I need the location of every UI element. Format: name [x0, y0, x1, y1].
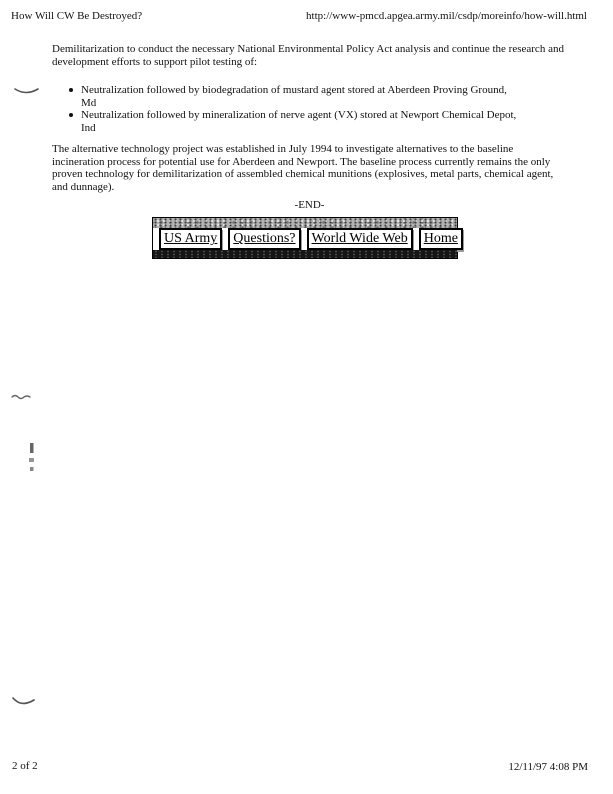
bullet-text: Neutralization followed by mineralization of nerve agent (VX) stored at Newport Chemical Depot, — [81, 109, 517, 121]
end-marker: -END- — [294, 199, 325, 211]
page-header-title: How Will CW Be Destroyed? — [11, 10, 143, 22]
bullet-text-continuation: Ind — [81, 121, 96, 134]
home-link[interactable]: Home — [419, 228, 463, 250]
navigation-bar — [152, 217, 458, 259]
bullet-icon — [69, 113, 73, 117]
paragraph-intro: Demilitarization to conduct the necessary National Environmental Policy Act analysis and continue the research and development efforts to support pilot testing of: — [52, 43, 564, 68]
navbar-texture-top — [153, 218, 457, 228]
page-number: 2 of 2 — [12, 760, 38, 772]
navbar-buttons — [153, 228, 465, 250]
questions-link[interactable]: Questions? — [228, 228, 300, 250]
navbar-shadow-bottom — [153, 250, 457, 258]
world-wide-web-link[interactable]: World Wide Web — [307, 228, 413, 250]
scan-mark-squiggle — [10, 391, 32, 403]
paragraph-alt-tech: The alternative technology project was established in July 1994 to investigate alternatives to the baseline incineration process for potential use for Aberdeen and Newport. The baseline process currently remains the only proven technology for demilitarization of assembled chemical munitions (explosives, metal parts, chemical agent, and dunnage). — [52, 143, 554, 193]
us-army-link[interactable]: US Army — [159, 228, 222, 250]
navbar-button-row — [153, 228, 457, 250]
scan-mark-curl-bottom — [11, 694, 37, 708]
bullet-text-continuation: Md — [81, 96, 97, 109]
document-body — [52, 43, 567, 212]
bullet-text: Neutralization followed by biodegradation of mustard agent stored at Aberdeen Proving Ground, — [81, 84, 507, 96]
scan-mark-specks — [28, 442, 38, 474]
list-item — [52, 84, 567, 109]
page-header-url: http://www-pmcd.apgea.army.mil/csdp/moreinfo/how-will.html — [306, 10, 587, 22]
bullet-list — [52, 84, 567, 134]
scan-mark-curl-top — [13, 84, 41, 98]
bullet-icon — [69, 88, 73, 92]
print-timestamp: 12/11/97 4:08 PM — [508, 761, 588, 773]
list-item — [52, 109, 567, 134]
